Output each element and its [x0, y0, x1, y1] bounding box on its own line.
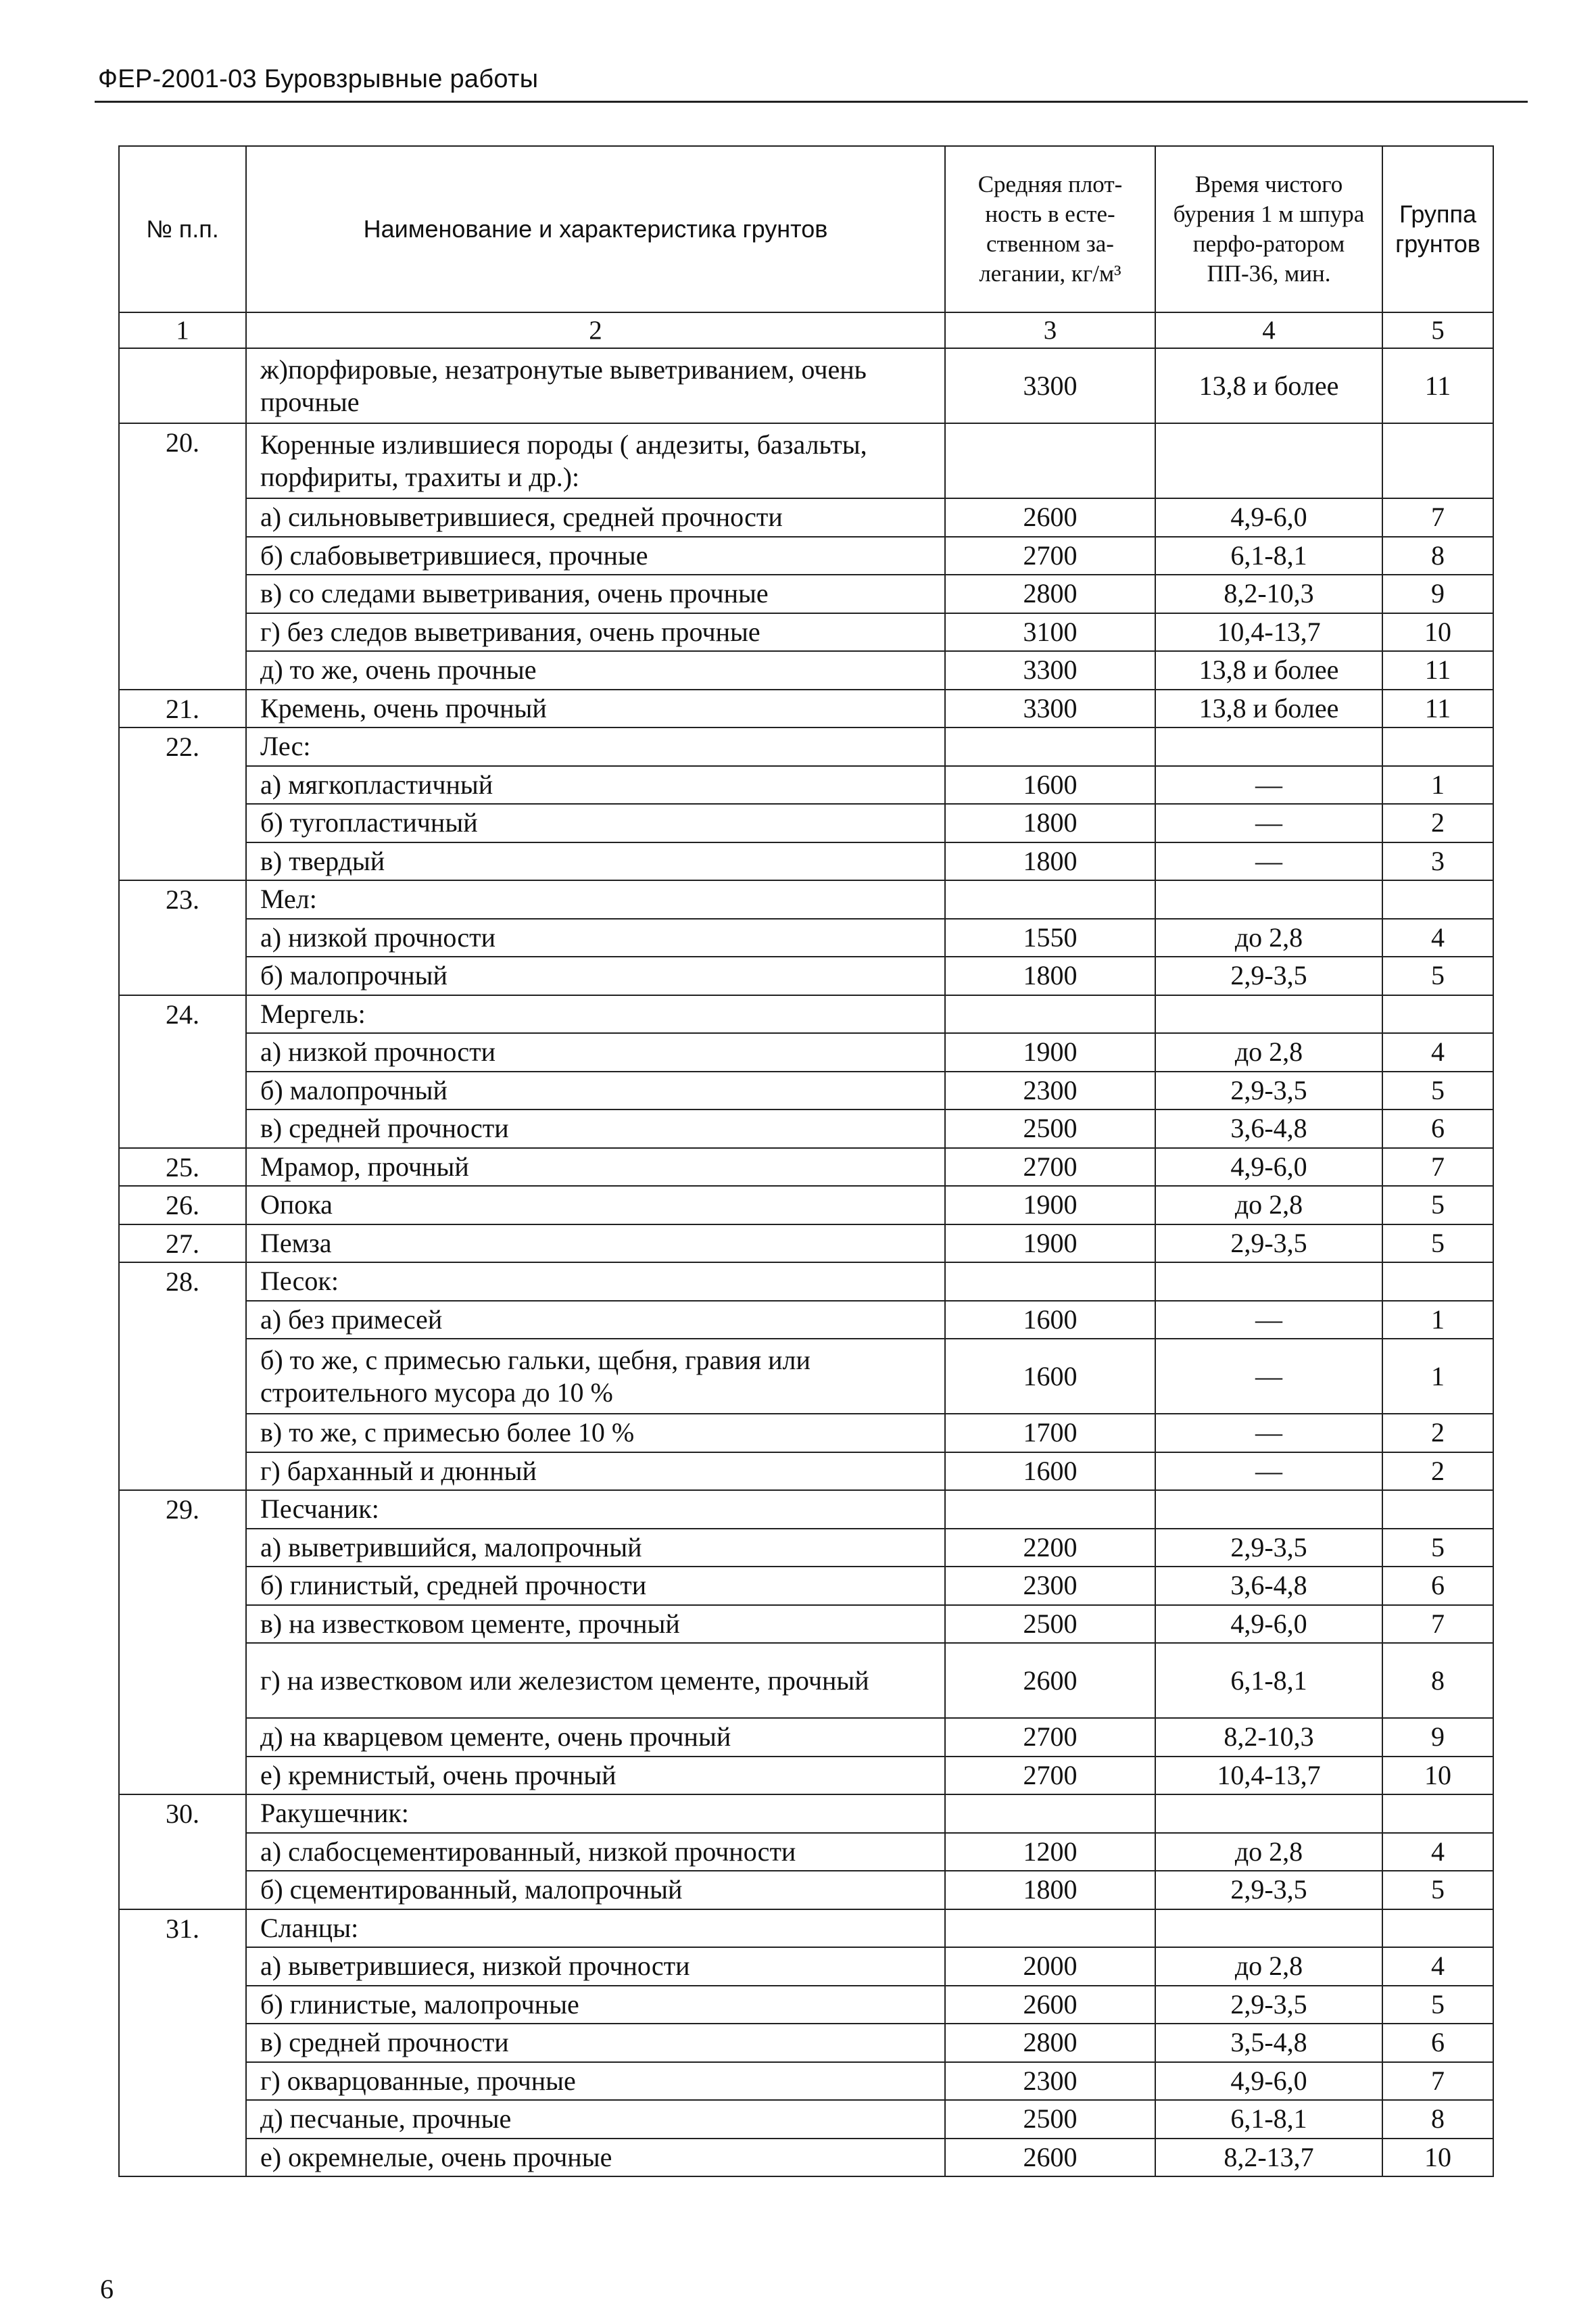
table-row [119, 651, 1493, 690]
density-value [945, 995, 1155, 1034]
soil-name: в) на известковом цементе, прочный [246, 1605, 945, 1644]
row-number: 27. [119, 1224, 246, 1263]
soil-group-value: 5 [1382, 1871, 1493, 1909]
soil-group-value [1382, 727, 1493, 766]
density-value [945, 423, 1155, 498]
soil-name: Песок: [246, 1262, 945, 1301]
row-number: 30. [119, 1794, 246, 1909]
table-row [119, 1909, 1493, 1948]
soil-name: в) твердый [246, 842, 945, 881]
soil-group-value: 5 [1382, 1529, 1493, 1567]
soil-name: а) низкой прочности [246, 919, 945, 957]
table-row [119, 2100, 1493, 2139]
density-value: 2700 [945, 1718, 1155, 1757]
drilling-time-value: 2,9-3,5 [1155, 1529, 1382, 1567]
soil-name: б) малопрочный [246, 957, 945, 995]
soil-name: б) малопрочный [246, 1072, 945, 1110]
soil-group-value [1382, 1794, 1493, 1833]
soil-name: Опока [246, 1186, 945, 1224]
soil-name: Мрамор, прочный [246, 1148, 945, 1187]
density-value: 3100 [945, 613, 1155, 652]
drilling-time-value: — [1155, 1452, 1382, 1491]
drilling-time-value: 8,2-13,7 [1155, 2139, 1382, 2177]
soil-group-value: 10 [1382, 2139, 1493, 2177]
density-value: 1800 [945, 842, 1155, 881]
drilling-time-value: 13,8 и более [1155, 348, 1382, 423]
density-value: 2500 [945, 2100, 1155, 2139]
drilling-time-value: 2,9-3,5 [1155, 1871, 1382, 1909]
density-value: 1800 [945, 957, 1155, 995]
soil-group-value: 2 [1382, 1452, 1493, 1491]
drilling-time-value [1155, 1490, 1382, 1529]
density-value: 3300 [945, 348, 1155, 423]
soil-name: б) то же, с примесью гальки, щебня, гравия или строительного мусора до 10 % [246, 1339, 945, 1414]
density-value: 1600 [945, 1301, 1155, 1339]
soil-group-value: 7 [1382, 1148, 1493, 1187]
density-value: 2300 [945, 1567, 1155, 1605]
table-row [119, 348, 1493, 423]
density-value: 2500 [945, 1109, 1155, 1148]
drilling-time-value: — [1155, 1414, 1382, 1452]
soil-group-value: 6 [1382, 1109, 1493, 1148]
density-value [945, 727, 1155, 766]
column-number: 3 [945, 312, 1155, 348]
soil-group-value: 7 [1382, 2062, 1493, 2101]
table-row [119, 1339, 1493, 1414]
drilling-time-value: 8,2-10,3 [1155, 575, 1382, 613]
row-number: 20. [119, 423, 246, 690]
drilling-time-value: 13,8 и более [1155, 690, 1382, 728]
drilling-time-value: 4,9-6,0 [1155, 2062, 1382, 2101]
header-rule [95, 101, 1528, 103]
row-number: 24. [119, 995, 246, 1148]
soil-name: д) на кварцевом цементе, очень прочный [246, 1718, 945, 1757]
table-row [119, 2062, 1493, 2101]
drilling-time-value: 2,9-3,5 [1155, 1224, 1382, 1263]
table-row [119, 957, 1493, 995]
drilling-time-value [1155, 995, 1382, 1034]
soil-name: б) слабовыветрившиеся, прочные [246, 537, 945, 575]
drilling-time-value: 3,6-4,8 [1155, 1109, 1382, 1148]
soil-group-value: 5 [1382, 1224, 1493, 1263]
table-row [119, 498, 1493, 537]
table-row [119, 1757, 1493, 1795]
table-row [119, 1414, 1493, 1452]
row-number: 29. [119, 1490, 246, 1794]
density-value: 2800 [945, 2024, 1155, 2062]
soil-classification-table [118, 145, 1494, 2177]
soil-name: ж)порфировые, незатронутые выветриванием, очень прочные [246, 348, 945, 423]
soil-name: а) без примесей [246, 1301, 945, 1339]
density-value: 1200 [945, 1833, 1155, 1871]
soil-name: г) без следов выветривания, очень прочные [246, 613, 945, 652]
row-number: 23. [119, 880, 246, 995]
row-number: 31. [119, 1909, 246, 2177]
soil-name: в) со следами выветривания, очень прочные [246, 575, 945, 613]
soil-name: в) средней прочности [246, 2024, 945, 2062]
density-value: 2600 [945, 1986, 1155, 2024]
table-row [119, 727, 1493, 766]
soil-name: б) глинистые, малопрочные [246, 1986, 945, 2024]
soil-group-value: 10 [1382, 613, 1493, 652]
density-value [945, 1490, 1155, 1529]
soil-group-value: 5 [1382, 1186, 1493, 1224]
table-row [119, 766, 1493, 805]
header-name: Наименование и характеристика грунтов [246, 146, 945, 312]
table-row [119, 1605, 1493, 1644]
soil-name: в) средней прочности [246, 1109, 945, 1148]
soil-name: б) глинистый, средней прочности [246, 1567, 945, 1605]
drilling-time-value: — [1155, 1301, 1382, 1339]
drilling-time-value: до 2,8 [1155, 1833, 1382, 1871]
soil-name: б) тугопластичный [246, 804, 945, 842]
soil-name: д) песчаные, прочные [246, 2100, 945, 2139]
drilling-time-value [1155, 880, 1382, 919]
drilling-time-value: 13,8 и более [1155, 651, 1382, 690]
page-number: 6 [100, 2274, 114, 2304]
table-row [119, 1033, 1493, 1072]
table-row [119, 880, 1493, 919]
row-number: 28. [119, 1262, 246, 1490]
density-value: 2300 [945, 1072, 1155, 1110]
density-value: 2700 [945, 537, 1155, 575]
density-value: 1700 [945, 1414, 1155, 1452]
soil-group-value: 4 [1382, 1947, 1493, 1986]
table-row [119, 2139, 1493, 2177]
table-row [119, 1148, 1493, 1187]
table-row [119, 1490, 1493, 1529]
drilling-time-value: 10,4-13,7 [1155, 613, 1382, 652]
soil-name: а) выветрившиеся, низкой прочности [246, 1947, 945, 1986]
column-number-row [119, 312, 1493, 348]
table-row [119, 1986, 1493, 2024]
soil-group-value: 2 [1382, 1414, 1493, 1452]
density-value: 1800 [945, 804, 1155, 842]
drilling-time-value: 4,9-6,0 [1155, 498, 1382, 537]
soil-group-value [1382, 423, 1493, 498]
table-row [119, 1262, 1493, 1301]
drilling-time-value: до 2,8 [1155, 1033, 1382, 1072]
drilling-time-value: 4,9-6,0 [1155, 1605, 1382, 1644]
drilling-time-value [1155, 1794, 1382, 1833]
row-number: 25. [119, 1148, 246, 1187]
soil-group-value: 8 [1382, 1643, 1493, 1718]
soil-name: а) низкой прочности [246, 1033, 945, 1072]
density-value [945, 880, 1155, 919]
density-value: 3300 [945, 690, 1155, 728]
soil-group-value: 4 [1382, 919, 1493, 957]
header-group: Группа грунтов [1382, 146, 1493, 312]
soil-group-value: 11 [1382, 651, 1493, 690]
drilling-time-value: 6,1-8,1 [1155, 537, 1382, 575]
density-value: 2200 [945, 1529, 1155, 1567]
soil-name: б) сцементированный, малопрочный [246, 1871, 945, 1909]
density-value: 1900 [945, 1224, 1155, 1263]
soil-name: Мергель: [246, 995, 945, 1034]
soil-group-value: 11 [1382, 348, 1493, 423]
soil-group-value: 1 [1382, 766, 1493, 805]
soil-group-value: 7 [1382, 498, 1493, 537]
drilling-time-value: — [1155, 1339, 1382, 1414]
soil-group-value: 9 [1382, 575, 1493, 613]
soil-group-value [1382, 1262, 1493, 1301]
soil-group-value: 7 [1382, 1605, 1493, 1644]
soil-name: Коренные излившиеся породы ( андезиты, базальты, порфириты, трахиты и др.): [246, 423, 945, 498]
density-value: 1800 [945, 1871, 1155, 1909]
header-num: № п.п. [119, 146, 246, 312]
column-number: 2 [246, 312, 945, 348]
table-row [119, 842, 1493, 881]
density-value [945, 1262, 1155, 1301]
drilling-time-value: 2,9-3,5 [1155, 1986, 1382, 2024]
soil-name: а) выветрившийся, малопрочный [246, 1529, 945, 1567]
table-row [119, 1567, 1493, 1605]
soil-name: Песчаник: [246, 1490, 945, 1529]
soil-name: в) то же, с примесью более 10 % [246, 1414, 945, 1452]
table-row [119, 1643, 1493, 1718]
density-value: 2800 [945, 575, 1155, 613]
density-value: 2700 [945, 1757, 1155, 1795]
table-row [119, 1718, 1493, 1757]
table-header-row [119, 146, 1493, 312]
soil-group-value: 4 [1382, 1033, 1493, 1072]
density-value: 3300 [945, 651, 1155, 690]
header-density: Средняя плот-ность в есте-ственном за-легании, кг/м³ [945, 146, 1155, 312]
table-row [119, 423, 1493, 498]
table-row [119, 1224, 1493, 1263]
soil-name: Кремень, очень прочный [246, 690, 945, 728]
soil-group-value: 6 [1382, 2024, 1493, 2062]
table-row [119, 1529, 1493, 1567]
drilling-time-value [1155, 423, 1382, 498]
soil-group-value: 8 [1382, 2100, 1493, 2139]
soil-name: а) сильновыветрившиеся, средней прочности [246, 498, 945, 537]
drilling-time-value: — [1155, 766, 1382, 805]
soil-group-value: 1 [1382, 1339, 1493, 1414]
column-number: 1 [119, 312, 246, 348]
drilling-time-value: 6,1-8,1 [1155, 1643, 1382, 1718]
soil-group-value [1382, 1490, 1493, 1529]
table-row [119, 1794, 1493, 1833]
table-row [119, 919, 1493, 957]
soil-name: а) слабосцементированный, низкой прочности [246, 1833, 945, 1871]
drilling-time-value: 8,2-10,3 [1155, 1718, 1382, 1757]
drilling-time-value: 3,6-4,8 [1155, 1567, 1382, 1605]
soil-group-value: 4 [1382, 1833, 1493, 1871]
table-row [119, 1109, 1493, 1148]
density-value: 1600 [945, 1452, 1155, 1491]
soil-name: Ракушечник: [246, 1794, 945, 1833]
density-value: 2600 [945, 1643, 1155, 1718]
soil-name: е) кремнистый, очень прочный [246, 1757, 945, 1795]
table-row [119, 2024, 1493, 2062]
drilling-time-value: 10,4-13,7 [1155, 1757, 1382, 1795]
density-value: 2700 [945, 1148, 1155, 1187]
table-row [119, 1301, 1493, 1339]
soil-group-value: 6 [1382, 1567, 1493, 1605]
drilling-time-value: 3,5-4,8 [1155, 2024, 1382, 2062]
header-time: Время чистого бурения 1 м шпура перфо-ратором ПП-36, мин. [1155, 146, 1382, 312]
table-row [119, 575, 1493, 613]
soil-group-value [1382, 1909, 1493, 1948]
drilling-time-value: до 2,8 [1155, 1186, 1382, 1224]
table-row [119, 804, 1493, 842]
density-value [945, 1794, 1155, 1833]
density-value: 1600 [945, 766, 1155, 805]
density-value: 1550 [945, 919, 1155, 957]
drilling-time-value: 2,9-3,5 [1155, 957, 1382, 995]
drilling-time-value: 6,1-8,1 [1155, 2100, 1382, 2139]
soil-name: г) окварцованные, прочные [246, 2062, 945, 2101]
table-row [119, 1186, 1493, 1224]
soil-name: е) окремнелые, очень прочные [246, 2139, 945, 2177]
density-value: 2600 [945, 2139, 1155, 2177]
soil-name: Пемза [246, 1224, 945, 1263]
density-value: 2500 [945, 1605, 1155, 1644]
soil-name: г) барханный и дюнный [246, 1452, 945, 1491]
drilling-time-value: 4,9-6,0 [1155, 1148, 1382, 1187]
row-number: 26. [119, 1186, 246, 1224]
soil-group-value: 10 [1382, 1757, 1493, 1795]
row-number: 21. [119, 690, 246, 728]
soil-group-value [1382, 880, 1493, 919]
drilling-time-value: 2,9-3,5 [1155, 1072, 1382, 1110]
table-row [119, 995, 1493, 1034]
table-body [119, 348, 1493, 2176]
soil-group-value: 8 [1382, 537, 1493, 575]
density-value [945, 1909, 1155, 1948]
soil-name: г) на известковом или железистом цементе, прочный [246, 1643, 945, 1718]
drilling-time-value: до 2,8 [1155, 1947, 1382, 1986]
density-value: 2000 [945, 1947, 1155, 1986]
soil-group-value: 1 [1382, 1301, 1493, 1339]
soil-group-value: 3 [1382, 842, 1493, 881]
density-value: 1600 [945, 1339, 1155, 1414]
column-number: 4 [1155, 312, 1382, 348]
drilling-time-value: до 2,8 [1155, 919, 1382, 957]
soil-group-value: 9 [1382, 1718, 1493, 1757]
table-row [119, 1452, 1493, 1491]
soil-group-value: 5 [1382, 957, 1493, 995]
drilling-time-value: — [1155, 804, 1382, 842]
soil-group-value: 2 [1382, 804, 1493, 842]
soil-group-value: 5 [1382, 1986, 1493, 2024]
running-header: ФЕР-2001-03 Буровзрывные работы [98, 65, 539, 93]
soil-name: Мел: [246, 880, 945, 919]
density-value: 2600 [945, 498, 1155, 537]
table-row [119, 1833, 1493, 1871]
soil-name: Лес: [246, 727, 945, 766]
density-value: 1900 [945, 1033, 1155, 1072]
soil-group-value: 11 [1382, 690, 1493, 728]
soil-group-value: 5 [1382, 1072, 1493, 1110]
density-value: 1900 [945, 1186, 1155, 1224]
drilling-time-value [1155, 1262, 1382, 1301]
density-value: 2300 [945, 2062, 1155, 2101]
table-row [119, 1072, 1493, 1110]
table-row [119, 690, 1493, 728]
soil-name: д) то же, очень прочные [246, 651, 945, 690]
soil-group-value [1382, 995, 1493, 1034]
row-number [119, 348, 246, 423]
table-row [119, 613, 1493, 652]
drilling-time-value [1155, 1909, 1382, 1948]
soil-name: а) мягкопластичный [246, 766, 945, 805]
row-number: 22. [119, 727, 246, 880]
table-row [119, 1947, 1493, 1986]
drilling-time-value: — [1155, 842, 1382, 881]
column-number: 5 [1382, 312, 1493, 348]
soil-name: Сланцы: [246, 1909, 945, 1948]
drilling-time-value [1155, 727, 1382, 766]
table-row [119, 1871, 1493, 1909]
table-row [119, 537, 1493, 575]
